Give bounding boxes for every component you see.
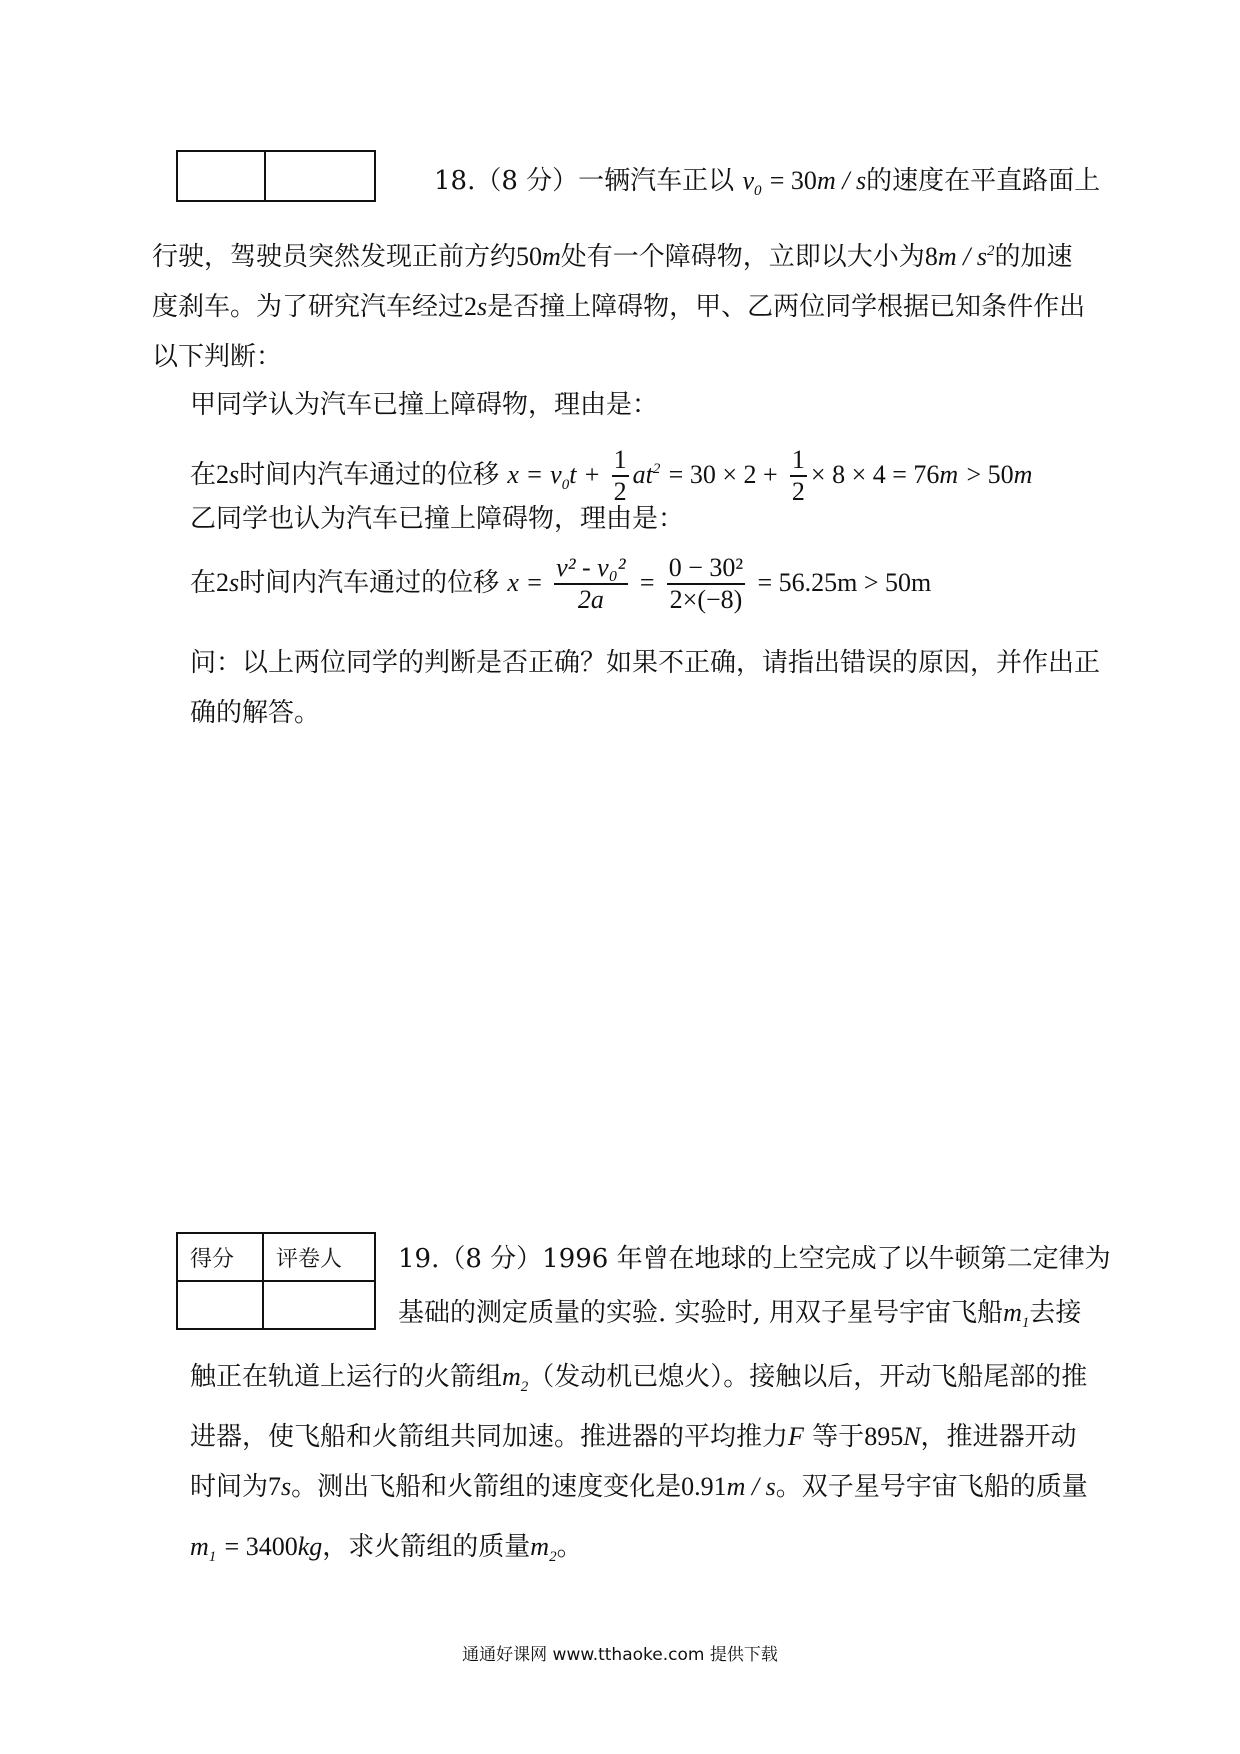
- q19-number: 19.: [398, 1244, 440, 1274]
- q18-line-1: 18.（8 分）一辆汽车正以 $v_0 = 30m / s$的速度在平直路面上: [434, 166, 1101, 199]
- q18-question-b: 确的解答。: [190, 698, 321, 728]
- frac-numeric: $\frac{\text{0 − 30²}}{2\times(-8)}$: [668, 553, 744, 614]
- q18-points: （8 分）: [475, 166, 579, 196]
- page-footer: 通通好课网 www.tthaoke.com 提供下载: [462, 1645, 778, 1665]
- q18-number: 18.: [434, 166, 476, 196]
- frac-half-1: $\frac{1}{2}$: [613, 445, 627, 506]
- score-label: 得分: [177, 1233, 263, 1281]
- score-cell[interactable]: [177, 1281, 263, 1329]
- q18-jia-claim: 甲同学认为汽车已撞上障碍物，理由是：: [190, 390, 659, 420]
- q18-line-4: 以下判断：: [152, 342, 283, 372]
- q18-yi-formula: 在2s时间内汽车通过的位移 x = $\frac{\text{v² - v₀²}}{2a}$ = $\frac{\text{0 − 30²}}{2\times(-8)}$ = 56.25m > 50m: [190, 553, 932, 614]
- q19-line-3: 触正在轨道上运行的火箭组$m_2$（发动机已熄火）。接触以后，开动飞船尾部的推: [190, 1362, 1088, 1395]
- frac-half-2: $\frac{1}{2}$: [791, 445, 805, 506]
- q19-grading-table: [176, 1232, 376, 1330]
- frac-kinematic: $\frac{\text{v² - v₀²}}{2a}$: [556, 553, 626, 614]
- grader-label: 评卷人: [263, 1233, 375, 1281]
- v0-symbol: $v_0$: [742, 166, 762, 199]
- q18-score-box: [176, 150, 376, 202]
- q18-line-2: 行驶，驾驶员突然发现正前方约50m处有一个障碍物，立即以大小为$8m / s^2$的加速: [152, 242, 1073, 272]
- q19-line-4: 进器，使飞船和火箭组共同加速。推进器的平均推力F 等于895N，推进器开动: [190, 1422, 1077, 1452]
- q19-line-2: 基础的测定质量的实验. 实验时, 用双子星号宇宙飞船$m_1$去接: [398, 1298, 1082, 1331]
- q18-score-box-divider: [264, 152, 266, 200]
- q18-question-a: 问：以上两位同学的判断是否正确？如果不正确，请指出错误的原因，并作出正: [190, 648, 1101, 678]
- q19-line-6: $m_1 = 3400kg$，求火箭组的质量$m_2$。: [190, 1532, 583, 1565]
- q19-line-5: 时间为7s。测出飞船和火箭组的速度变化是0.91m / s。双子星号宇宙飞船的质量: [190, 1472, 1088, 1502]
- q18-jia-formula: 在2s时间内汽车通过的位移 $x = v_0t$ + $\frac{1}{2}$ $at^2 = 30 \times 2$ + $\frac{1}{2}$ × 8 × 4 = 76m > 50m: [190, 445, 1033, 506]
- grader-cell[interactable]: [263, 1281, 375, 1329]
- q19-line-1: 19.（8 分）1996 年曾在地球的上空完成了以牛顿第二定律为: [398, 1244, 1111, 1274]
- q18-yi-claim: 乙同学也认为汽车已撞上障碍物，理由是：: [190, 504, 685, 534]
- q18-line-3: 度刹车。为了研究汽车经过2s是否撞上障碍物，甲、乙两位同学根据已知条件作出: [152, 292, 1086, 322]
